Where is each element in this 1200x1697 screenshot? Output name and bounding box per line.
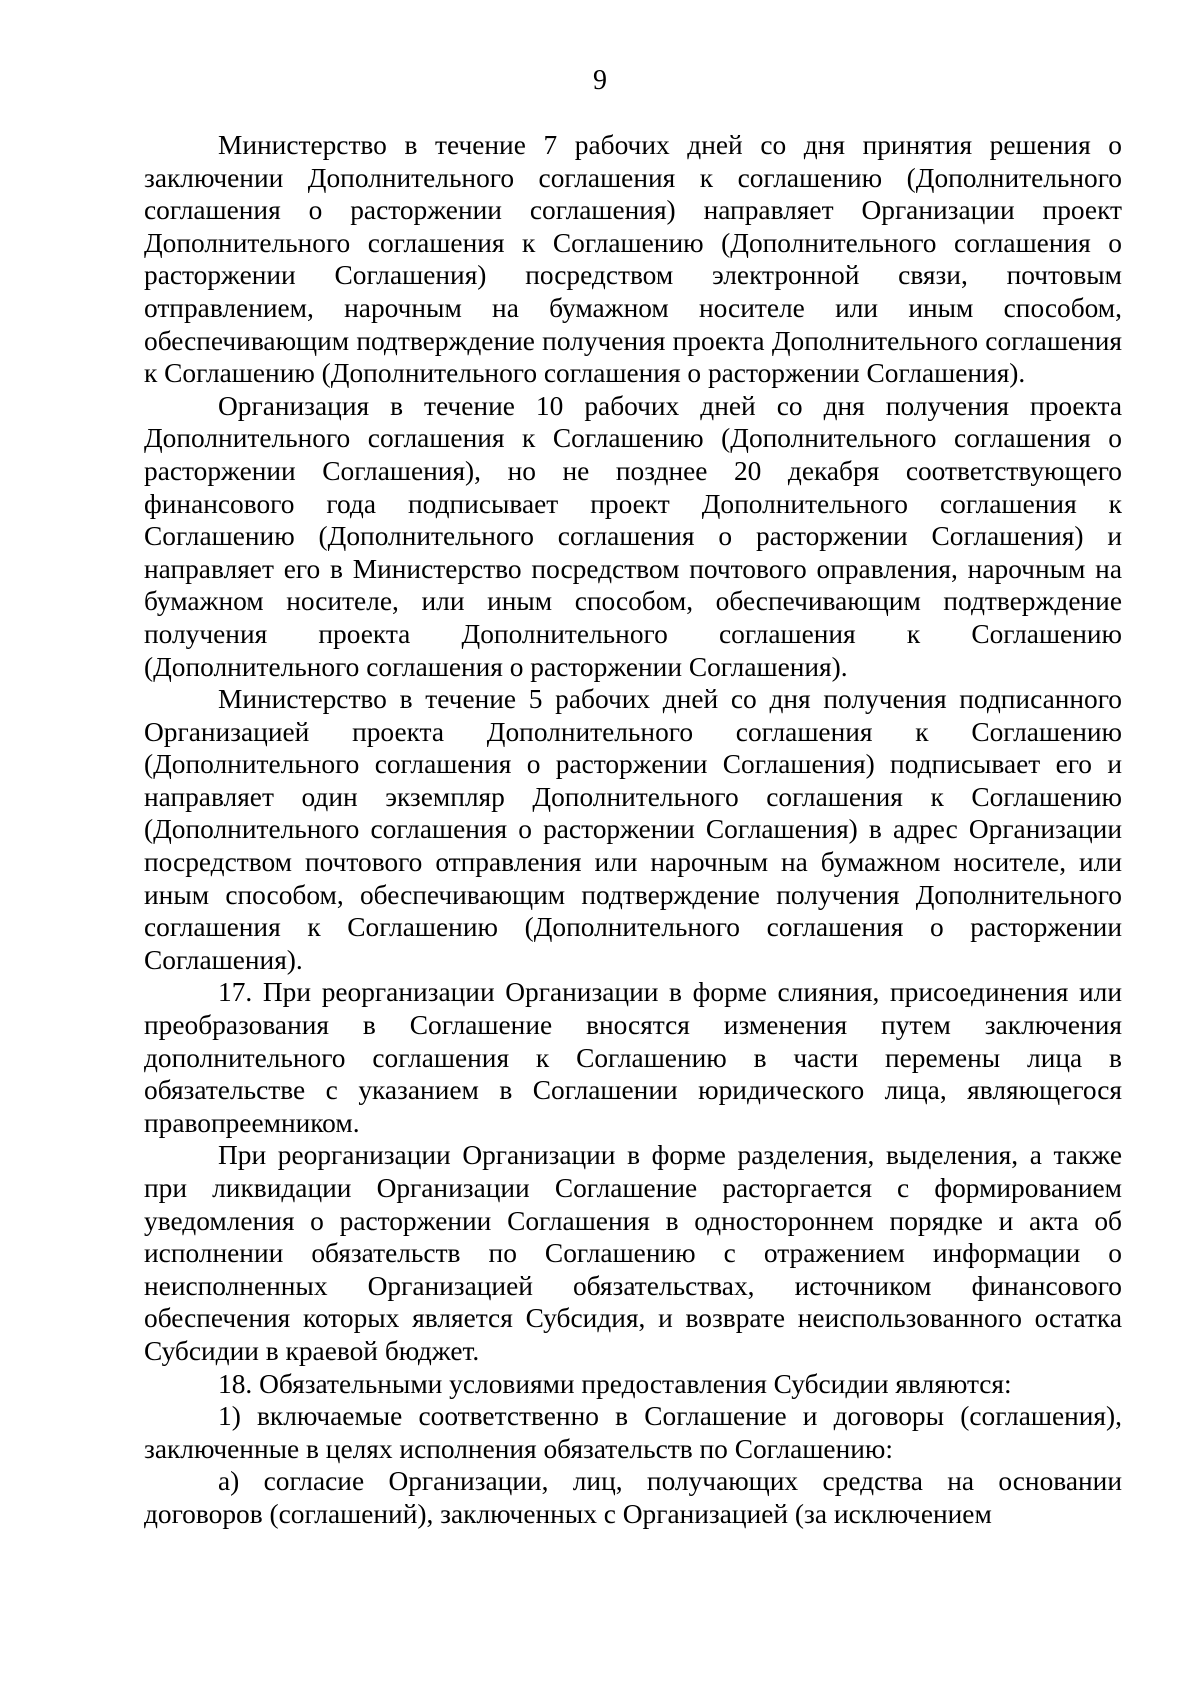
paragraph: Организация в течение 10 рабочих дней со дня получения проекта Дополнительного соглашения к Соглашению (Дополнительного соглашения о расторжении Соглашения), но не позднее 20 декабря соответствующего финансового года подписывает проект Дополнительного соглашения к Соглашению (Дополнительного соглашения о расторжении Соглашения) и направляет его в Министерство посредством почтового оправления, нарочным на бумажном носителе, или иным способом, обеспечивающим подтверждение получения проекта Дополнительного соглашения к Соглашению (Дополнительного соглашения о расторжении Соглашения). (144, 390, 1122, 682)
paragraph-subitem-a: а) согласие Организации, лиц, получающих средства на основании договоров (соглашений), заключенных с Организацией (за исключением (144, 1466, 1122, 1529)
paragraph: Министерство в течение 5 рабочих дней со дня получения подписанного Организацией проекта Дополнительного соглашения к Соглашению (Дополнительного соглашения о расторжении Соглашения) подписывает его и направляет один экземпляр Дополнительного соглашения к Соглашению (Дополнительного соглашения о расторжении Соглашения) в адрес Организации посредством почтового отправления или нарочным на бумажном носителе, или иным способом, обеспечивающим подтверждение получения Дополнительного соглашения к Соглашению (Дополнительного соглашения о расторжении Соглашения). (144, 684, 1122, 975)
page-number: 9 (593, 65, 607, 96)
paragraph-item-18: 18. Обязательными условиями предоставления Субсидии являются: (218, 1368, 1012, 1399)
paragraph-subitem-1: 1) включаемые соответственно в Соглашение и договоры (соглашения), заключенные в целях исполнения обязательств по Соглашению: (144, 1401, 1122, 1464)
document-body (144, 129, 1122, 1531)
paragraph-item-17: 17. При реорганизации Организации в форме слияния, присоединения или преобразования в Соглашение вносятся изменения путем заключения дополнительного соглашения к Соглашению в части перемены лица в обязательстве с указанием в Соглашении юридического лица, являющегося правопреемником. (144, 977, 1122, 1138)
paragraph: Министерство в течение 7 рабочих дней со дня принятия решения о заключении Дополнительного соглашения к соглашению (Дополнительного соглашения о расторжении соглашения) направляет Организации проект Дополнительного соглашения к Соглашению (Дополнительного соглашения о расторжении Соглашения) посредством электронной связи, почтовым отправлением, нарочным на бумажном носителе или иным способом, обеспечивающим подтверждение получения проекта Дополнительного соглашения к Соглашению (Дополнительного соглашения о расторжении Соглашения). (144, 130, 1122, 389)
paragraph: При реорганизации Организации в форме разделения, выделения, а также при ликвидации Организации Соглашение расторгается с формированием уведомления о расторжении Соглашения в одностороннем порядке и акта об исполнении обязательств по Соглашению с отражением информации о неисполненных Организацией обязательствах, источником финансового обеспечения которых является Субсидия, и возврате неиспользованного остатка Субсидии в краевой бюджет. (144, 1140, 1122, 1366)
